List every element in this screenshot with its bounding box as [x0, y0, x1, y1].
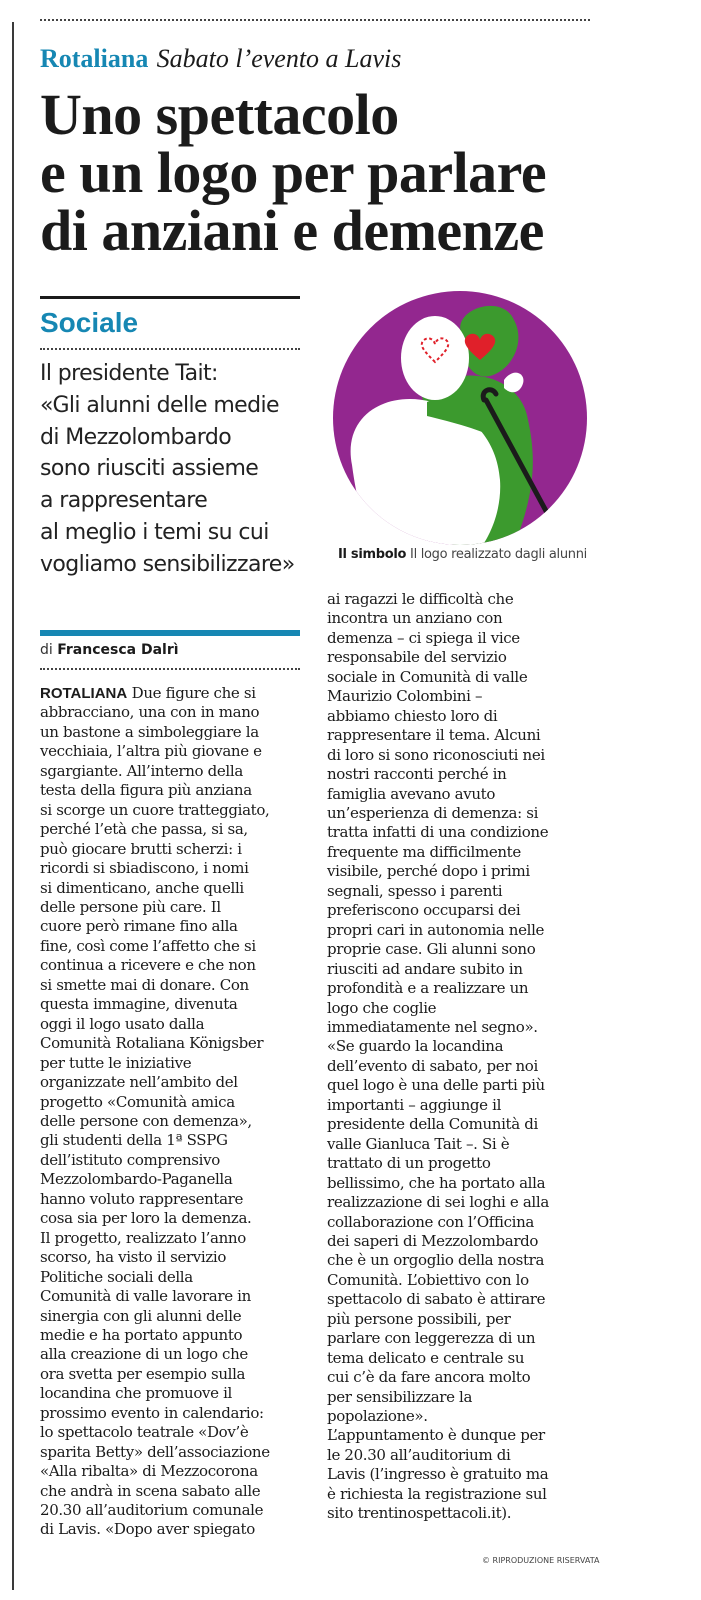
article-line [40, 684, 305, 703]
article-line: abbiamo chiesto loro di [327, 706, 498, 725]
article-line: Lavis (l’ingresso è gratuito ma [327, 1465, 549, 1484]
article-line: questa immagine, divenuta [40, 995, 238, 1014]
article-line: propri cari in autonomia nelle [327, 920, 545, 939]
article-line: cuore però rimane fino alla [40, 917, 238, 936]
article-line: delle persone più care. Il [40, 897, 221, 916]
article-line: progetto «Comunità amica [40, 1092, 235, 1111]
kicker-tagline: Sabato l’evento a Lavis [156, 44, 402, 73]
article-line: organizzate nell’ambito del [40, 1073, 238, 1092]
article-line: presidente della Comunità di [327, 1115, 538, 1134]
article-line: di Lavis. «Dopo aver spiegato [40, 1520, 255, 1539]
article-line: più persone possibili, per [327, 1309, 511, 1328]
article-column-1 [40, 684, 305, 1540]
article-line: abbracciano, una con in mano [40, 703, 260, 722]
article-lead: ROTALIANA [40, 685, 128, 702]
article-line: cosa sia per loro la demenza. [40, 1209, 252, 1228]
article-line: che andrà in scena sabato alle [40, 1481, 261, 1500]
pull-quote-line: «Gli alunni delle medie [40, 392, 279, 418]
article-line: fine, così come l’affetto che si [40, 936, 256, 955]
pull-quote-line: a rappresentare [40, 488, 208, 514]
article-line: collaborazione con l’Officina [327, 1212, 535, 1231]
pull-quote [40, 358, 310, 581]
article-line: tema delicato e centrale su [327, 1348, 525, 1367]
caption-text: Il logo realizzato dagli alunni [410, 547, 587, 562]
article-line: «Alla ribalta» di Mezzocorona [40, 1462, 258, 1481]
left-margin-rule [12, 22, 14, 1590]
white-figure-head [401, 316, 469, 400]
article-line: tratta infatti di una condizione [327, 823, 549, 842]
logo-image [332, 290, 588, 546]
copyright-credit: © RIPRODUZIONE RISERVATA [482, 1556, 600, 1565]
article-line: delle persone con demenza», [40, 1111, 252, 1130]
article-line: rappresentare il tema. Alcuni [327, 726, 541, 745]
article-line: dei saperi di Mezzolombardo [327, 1231, 539, 1250]
caption-label: Il simbolo [338, 547, 407, 562]
article-line: dell’istituto comprensivo [40, 1150, 220, 1169]
article-line: riusciti ad andare subito in [327, 959, 523, 978]
sidebar-top-rule [40, 296, 300, 299]
article-line: locandina che promuove il [40, 1384, 232, 1403]
article-line: famiglia avevano avuto [327, 784, 496, 803]
article-line: vecchiaia, l’altra più giovane e [40, 742, 262, 761]
article-line: sito trentinospettacoli.it). [327, 1504, 512, 1523]
article-line: «Se guardo la locandina [327, 1037, 504, 1056]
article-line: sparita Betty» dell’associazione [40, 1442, 270, 1461]
article-line: Comunità Rotaliana Königsber [40, 1034, 264, 1053]
article-line: si smette mai di donare. Con [40, 975, 249, 994]
article-line: perché l’età che passa, si sa, [40, 820, 248, 839]
headline-line: di anziani e demenze [40, 198, 544, 263]
article-line: importanti – aggiunge il [327, 1095, 502, 1114]
article-line: Politiche sociali della [40, 1267, 193, 1286]
article-line: L’appuntamento è dunque per [327, 1426, 545, 1445]
article-line: un’esperienza di demenza: si [327, 803, 539, 822]
article-line: 20.30 all’auditorium comunale [40, 1501, 264, 1520]
article-line: lo spettacolo teatrale «Dov’è [40, 1423, 249, 1442]
article-line: sinergia con gli alunni delle [40, 1306, 242, 1325]
article-line: oggi il logo usato dalla [40, 1014, 205, 1033]
article-line: per sensibilizzare la [327, 1387, 473, 1406]
sidebar-label: Sociale [40, 307, 139, 338]
article-line: hanno voluto rappresentare [40, 1189, 244, 1208]
article-line: visibile, perché dopo i primi [327, 862, 530, 881]
pull-quote-line: vogliamo sensibilizzare» [40, 551, 295, 577]
article-line: responsabile del servizio [327, 648, 507, 667]
article-line: profondità e a realizzare un [327, 979, 529, 998]
article-line: per tutte le iniziative [40, 1053, 192, 1072]
article-line: parlare con leggerezza di un [327, 1329, 536, 1348]
article-line: sgargiante. All’interno della [40, 761, 243, 780]
article-line: sociale in Comunità di valle [327, 667, 528, 686]
article-line: medie e ha portato appunto [40, 1325, 243, 1344]
pull-quote-line: Il presidente Tait: [40, 361, 218, 386]
byline-author: Francesca Dalrì [57, 642, 179, 658]
article-line: di loro si sono riconosciuti nei [327, 745, 545, 764]
article-line: si scorge un cuore tratteggiato, [40, 800, 270, 819]
byline-accent-rule [40, 630, 300, 636]
article-line: ai ragazzi le difficoltà che [327, 590, 514, 608]
article-line: nostri racconti perché in [327, 765, 507, 784]
article-line: valle Gianluca Tait –. Si è [327, 1134, 510, 1153]
article-line: continua a ricevere e che non [40, 956, 256, 975]
article-line: Maurizio Colombini – [327, 687, 483, 706]
byline-prefix: di [40, 642, 53, 658]
pull-quote-line: al meglio i temi su cui [40, 519, 269, 545]
article-line-text: Due figure che si [131, 684, 256, 702]
article-line: realizzazione di sei loghi e alla [327, 1193, 549, 1212]
article-line: alla creazione di un logo che [40, 1345, 248, 1364]
article-line: logo che coglie [327, 998, 437, 1017]
article-line: è richiesta la registrazione sul [327, 1484, 547, 1503]
article-line: demenza – ci spiega il vice [327, 628, 520, 647]
article-line: incontra un anziano con [327, 609, 503, 628]
pull-quote-line: sono riusciti assieme [40, 456, 259, 482]
headline [40, 82, 660, 263]
kicker-section: Rotaliana [40, 44, 149, 73]
article-line: frequente ma difficilmente [327, 842, 521, 861]
article-line: gli studenti della 1ª SSPG [40, 1131, 228, 1150]
article-line: testa della figura più anziana [40, 781, 252, 800]
headline-line: e un logo per parlare [40, 140, 547, 205]
article-line: che è un orgoglio della nostra [327, 1251, 545, 1270]
article-line: immediatamente nel segno». [327, 1017, 538, 1036]
article-line: può giocare brutti scherzi: i [40, 839, 242, 858]
article-line: preferiscono occuparsi dei [327, 901, 521, 920]
article-line: quel logo è una delle parti più [327, 1076, 545, 1095]
article-line: trattato di un progetto [327, 1154, 491, 1173]
byline [40, 642, 179, 658]
article-line: Comunità. L’obiettivo con lo [327, 1270, 529, 1289]
sidebar-dotted-rule [40, 348, 300, 350]
article-line: scorso, ha visto il servizio [40, 1248, 227, 1267]
article-line: segnali, spesso i parenti [327, 881, 503, 900]
article-column-2 [327, 590, 592, 1524]
pull-quote-line: di Mezzolombardo [40, 424, 232, 450]
article-line: Comunità di valle lavorare in [40, 1287, 251, 1306]
headline-line: Uno spettacolo [40, 82, 399, 147]
kicker [40, 44, 401, 74]
article-line: un bastone a simboleggiare la [40, 722, 259, 741]
article-line: Mezzolombardo-Paganella [40, 1170, 233, 1189]
article-line: dell’evento di sabato, per noi [327, 1056, 538, 1075]
article-line: Il progetto, realizzato l’anno [40, 1228, 246, 1247]
article-line: bellissimo, che ha portato alla [327, 1173, 546, 1192]
article-line: popolazione». [327, 1407, 428, 1426]
photo-caption [338, 547, 587, 562]
article-line: ricordi si sbiadiscono, i nomi [40, 859, 249, 878]
article-line: cui c’è da fare ancora molto [327, 1368, 531, 1387]
article-line: prossimo evento in calendario: [40, 1403, 264, 1422]
byline-dotted-rule [40, 668, 300, 670]
article-line: si dimenticano, anche quelli [40, 878, 244, 897]
article-line: proprie case. Gli alunni sono [327, 940, 536, 959]
article-line: ora svetta per esempio sulla [40, 1364, 246, 1383]
article-line: le 20.30 all’auditorium di [327, 1445, 511, 1464]
top-dotted-rule [40, 19, 590, 21]
article-line: spettacolo di sabato è attirare [327, 1290, 546, 1309]
